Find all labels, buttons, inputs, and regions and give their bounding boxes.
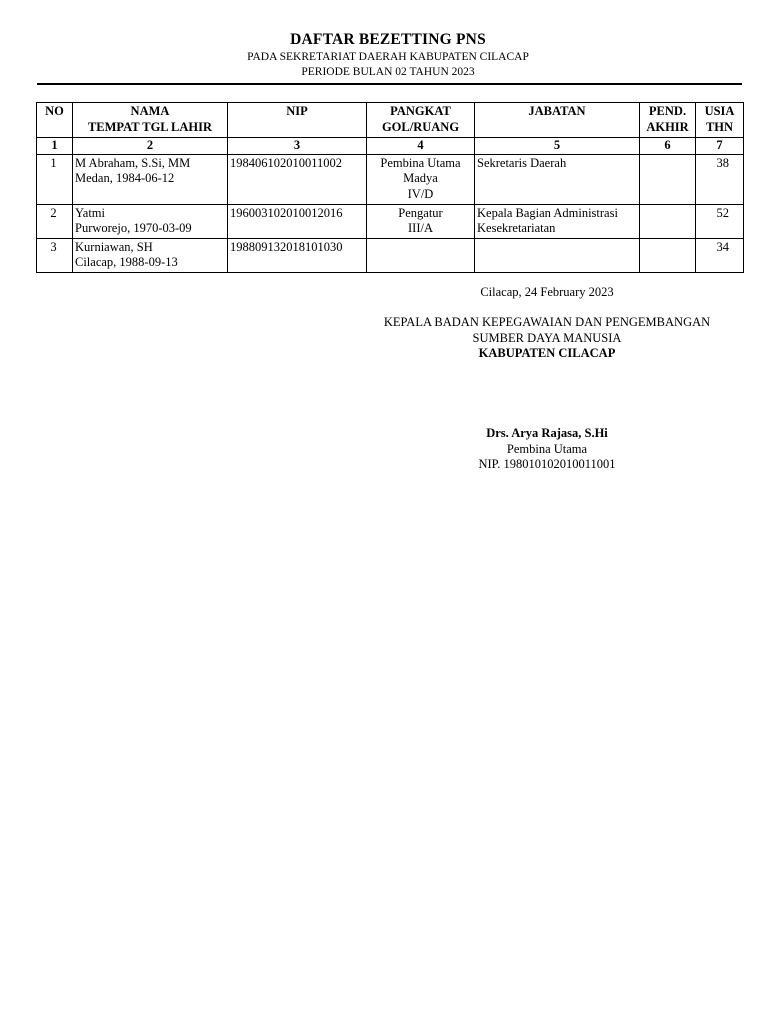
cell-jabatan-line2: Kesekretariatan xyxy=(477,221,556,235)
signature-office xyxy=(320,315,768,362)
cell-jabatan-line1: Kepala Bagian Administrasi xyxy=(477,205,618,220)
cell-no: 2 xyxy=(37,204,73,238)
column-number-row xyxy=(37,138,744,155)
cell-no: 1 xyxy=(37,154,73,204)
col-number: 4 xyxy=(367,138,475,155)
cell-usia: 38 xyxy=(696,154,744,204)
office-line-1: KEPALA BADAN KEPEGAWAIAN DAN PENGEMBANGAN xyxy=(383,315,711,329)
header-divider xyxy=(37,83,742,85)
cell-pend-akhir xyxy=(640,204,696,238)
col-header-nip: NIP xyxy=(228,103,367,138)
col-header-no: NO xyxy=(37,103,73,138)
col-number: 2 xyxy=(73,138,228,155)
cell-nama: M Abraham, S.Si, MM xyxy=(75,155,191,170)
col-header-pend-akhir: PEND. AKHIR xyxy=(640,103,696,138)
office-line-3: KABUPATEN CILACAP xyxy=(478,346,616,360)
cell-pend-akhir xyxy=(640,154,696,204)
col-number: 5 xyxy=(475,138,640,155)
cell-usia: 52 xyxy=(696,204,744,238)
col-header-nama: NAMA TEMPAT TGL LAHIR xyxy=(73,103,228,138)
cell-jabatan xyxy=(475,238,640,272)
cell-nama: Kurniawan, SH xyxy=(75,239,153,254)
document-title: DAFTAR BEZETTING PNS xyxy=(290,31,486,48)
signatory-rank: Pembina Utama xyxy=(506,441,588,456)
cell-nama-ttl xyxy=(73,238,228,272)
office-line-2: SUMBER DAYA MANUSIA xyxy=(472,330,622,345)
cell-ttl: Purworejo, 1970-03-09 xyxy=(75,221,192,235)
cell-pend-akhir xyxy=(640,238,696,272)
cell-golongan: III/A xyxy=(408,221,433,235)
cell-jabatan xyxy=(475,204,640,238)
cell-nama-ttl xyxy=(73,154,228,204)
cell-pangkat xyxy=(367,204,475,238)
table-row xyxy=(37,204,744,238)
cell-ttl: Cilacap, 1988-09-13 xyxy=(75,255,178,269)
col-number: 6 xyxy=(640,138,696,155)
signatory-name: Drs. Arya Rajasa, S.Hi xyxy=(486,426,608,440)
document-subtitle: PADA SEKRETARIAT DAERAH KABUPATEN CILACAP xyxy=(247,51,529,63)
cell-no: 3 xyxy=(37,238,73,272)
document-header xyxy=(0,30,768,80)
table-header-row xyxy=(37,103,744,138)
cell-pangkat-line2: Madya xyxy=(403,171,438,185)
cell-nip: 198406102010011002 xyxy=(228,154,367,204)
cell-nama-ttl xyxy=(73,204,228,238)
signature-place-date: Cilacap, 24 February 2023 xyxy=(480,285,614,299)
cell-pangkat-line1: Pembina Utama xyxy=(380,155,461,170)
col-header-jabatan: JABATAN xyxy=(475,103,640,138)
bezetting-table xyxy=(36,102,744,273)
cell-pangkat xyxy=(367,154,475,204)
cell-usia: 34 xyxy=(696,238,744,272)
col-header-usia: USIA THN xyxy=(696,103,744,138)
col-number: 1 xyxy=(37,138,73,155)
table-row xyxy=(37,154,744,204)
cell-pangkat-line1: Pengatur xyxy=(398,205,443,220)
col-number: 7 xyxy=(696,138,744,155)
cell-nip: 198809132018101030 xyxy=(228,238,367,272)
col-header-pangkat: PANGKAT GOL/RUANG xyxy=(367,103,475,138)
cell-golongan: IV/D xyxy=(407,186,434,201)
signatory-nip: NIP. 198010102010011001 xyxy=(478,457,616,471)
cell-ttl: Medan, 1984-06-12 xyxy=(75,171,175,185)
table-row xyxy=(37,238,744,272)
col-number: 3 xyxy=(228,138,367,155)
cell-pangkat xyxy=(367,238,475,272)
signatory xyxy=(320,426,768,473)
cell-nama: Yatmi xyxy=(75,205,105,220)
cell-jabatan xyxy=(475,154,640,204)
cell-jabatan-line1: Sekretaris Daerah xyxy=(477,155,567,170)
document-period: PERIODE BULAN 02 TAHUN 2023 xyxy=(301,66,475,78)
cell-nip: 196003102010012016 xyxy=(228,204,367,238)
